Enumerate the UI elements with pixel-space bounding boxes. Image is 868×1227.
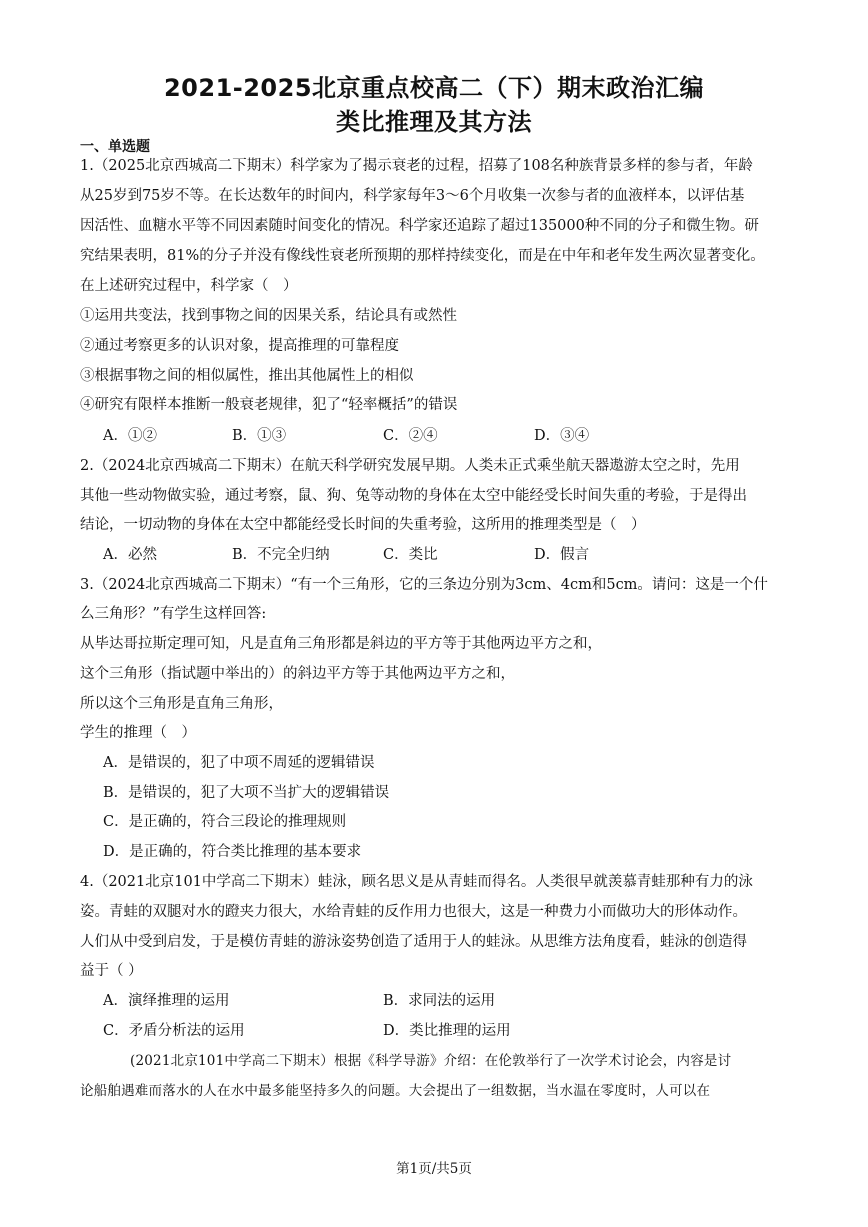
question-1-statement-2: ②通过考察更多的认识对象，提高推理的可靠程度 [80,338,399,354]
question-4-option-b: B．求同法的运用 [383,993,496,1009]
question-2-line-2: 其他一些动物做实验，通过考察，鼠、狗、兔等动物的身体在太空中能经受长时间失重的考验，于是得出 [80,488,747,504]
question-1-line-3: 因活性、血糖水平等不同因素随时间变化的情况。科学家还追踪了超过135000种不同的分子和微生物。研 [80,218,759,234]
question-2-line-1: 2.（2024北京西城高二下期末）在航天科学研究发展早期。人类未正式乘坐航天器遨游太空之时，先用 [80,458,740,474]
question-5-line-2: 论船舶遇难而落水的人在水中最多能坚持多久的问题。大会提出了一组数据，当水温在零度时，人可以在 [80,1083,711,1099]
question-1-option-a: A．①② [103,428,157,444]
question-1-option-c: C．②④ [383,428,438,444]
question-4-option-c: C．矛盾分析法的运用 [103,1023,245,1039]
question-1-statement-4: ④研究有限样本推断一般衰老规律，犯了“轻率概括”的错误 [80,397,458,413]
question-2-line-3: 结论，一切动物的身体在太空中都能经受长时间的失重考验，这所用的推理类型是（ ） [80,517,646,533]
question-3-line-5: 所以这个三角形是直角三角形， [80,696,283,712]
question-4-line-2: 姿。青蛙的双腿对水的蹬夹力很大，水给青蛙的反作用力也很大，这是一种费力小而做功大的形体动作。 [80,904,747,920]
section-heading: 一、单选题 [80,139,150,155]
question-2-option-b: B．不完全归纳 [232,547,330,563]
question-3-line-6: 学生的推理（ ） [80,725,196,741]
question-1-line-1: 1.（2025北京西城高二下期末）科学家为了揭示衰老的过程，招募了108名种族背景多样的参与者，年龄 [80,158,753,174]
question-3-line-1: 3.（2024北京西城高二下期末）“有一个三角形，它的三条边分别为3cm、4cm和5cm。请问：这是一个什 [80,577,768,593]
question-4-line-1: 4.（2021北京101中学高二下期末）蛙泳，顾名思义是从青蛙而得名。人类很早就羡慕青蛙那种有力的泳 [80,874,753,890]
question-1-line-2: 从25岁到75岁不等。在长达数年的时间内，科学家每年3～6个月收集一次参与者的血液样本，以评估基 [80,188,745,204]
document-subtitle: 类比推理及其方法 [336,108,532,136]
question-1-statement-3: ③根据事物之间的相似属性，推出其他属性上的相似 [80,368,414,384]
document-title: 2021-2025北京重点校高二（下）期末政治汇编 [163,74,705,102]
question-2-option-d: D．假言 [534,547,590,563]
question-3-option-d: D．是正确的，符合类比推理的基本要求 [103,844,362,860]
question-1-option-d: D．③④ [534,428,590,444]
question-3-line-3: 从毕达哥拉斯定理可知，凡是直角三角形都是斜边的平方等于其他两边平方之和， [80,636,602,652]
question-1-line-4: 究结果表明，81%的分子并没有像线性衰老所预期的那样持续变化，而是在中年和老年发生两次显著变化。 [80,248,765,264]
question-3-option-c: C．是正确的，符合三段论的推理规则 [103,814,347,830]
question-4-option-a: A．演绎推理的运用 [103,993,230,1009]
question-3-option-b: B．是错误的，犯了大项不当扩大的逻辑错误 [103,785,390,801]
question-5-line-1: (2021北京101中学高二下期末）根据《科学导游》介绍：在伦敦举行了一次学术讨论会，内容是讨 [130,1053,732,1069]
question-3-line-4: 这个三角形（指试题中举出的）的斜边平方等于其他两边平方之和， [80,666,515,682]
question-1-line-5: 在上述研究过程中，科学家（ ） [80,278,298,294]
question-2-option-c: C．类比 [383,547,438,563]
question-4-option-d: D．类比推理的运用 [383,1023,511,1039]
page-number: 第1页/共5页 [396,1161,472,1177]
question-2-option-a: A．必然 [103,547,157,563]
question-3-line-2: 么三角形？”有学生这样回答: [80,606,267,622]
question-4-line-4: 益于（ ） [80,963,143,979]
question-4-line-3: 人们从中受到启发，于是模仿青蛙的游泳姿势创造了适用于人的蛙泳。从思维方法角度看，蛙泳的创造得 [80,934,747,950]
question-1-statement-1: ①运用共变法，找到事物之间的因果关系，结论具有或然性 [80,308,457,324]
question-1-option-b: B．①③ [232,428,287,444]
question-3-option-a: A．是错误的，犯了中项不周延的逻辑错误 [103,755,375,771]
